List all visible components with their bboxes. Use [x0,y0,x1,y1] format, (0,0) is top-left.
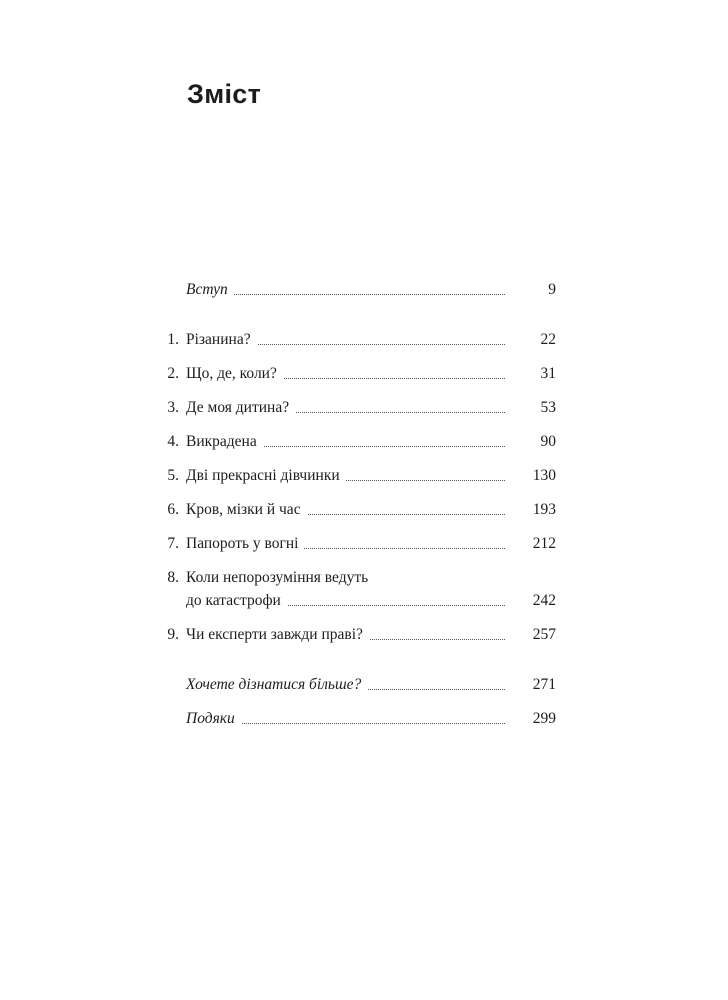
toc-entry-chapter-8-second-line [0,590,728,612]
toc-entry-chapter-6 [0,499,728,521]
toc-entry-label-continued: до катастрофи [186,590,287,612]
toc-entry-acknowledgements [0,708,728,730]
toc-entry-page: 193 [532,501,556,518]
toc-entry-chapter-7 [0,533,728,555]
toc-entry-number: 7. [167,535,179,552]
toc-entry-number: 2. [167,365,179,382]
toc-entry-page: 271 [532,676,556,693]
toc-entry-chapter-3 [0,397,728,419]
toc-entry-intro [0,279,728,301]
toc-entry-number: 4. [167,433,179,450]
toc-entry-page: 130 [532,467,556,484]
toc-entry-page: 299 [532,710,556,727]
page-title: Зміст [187,79,262,109]
toc-entry-label: Що, де, коли? [186,363,283,385]
toc-entry-page: 257 [532,626,556,643]
toc-entry-number: 9. [167,626,179,643]
toc-entry-chapter-1 [0,329,728,351]
toc-entry-label: Кров, мізки й час [186,499,307,521]
toc-entry-page: 90 [540,433,556,450]
toc-entry-label: Викрадена [186,431,263,453]
dot-leader [186,294,505,295]
toc-entry-number: 3. [167,399,179,416]
toc-entry-number: 5. [167,467,179,484]
toc-entry-label: Чи експерти завжди праві? [186,624,369,646]
toc-entry-chapter-4 [0,431,728,453]
toc-entry-page: 212 [532,535,556,552]
toc-entry-label: Подяки [186,708,241,730]
toc-entry-page: 22 [540,331,556,348]
toc-entry-label: Коли непорозуміння ведуть [186,567,374,589]
toc-entry-label: Де моя дитина? [186,397,295,419]
toc-entry-label: Дві прекрасні дівчинки [186,465,346,487]
toc-entry-page: 242 [532,592,556,609]
toc-entry-number: 8. [167,569,179,586]
toc-entry-chapter-2 [0,363,728,385]
toc-entry-chapter-9 [0,624,728,646]
toc-entry-number: 1. [167,331,179,348]
toc-entry-further-reading [0,674,728,696]
toc-entry-label: Вступ [186,279,234,301]
toc-entry-page: 31 [540,365,556,382]
toc-entry-label: Папороть у вогні [186,533,304,555]
toc-entry-chapter-8-first-line [0,567,728,589]
toc-entry-page: 53 [540,399,556,416]
toc-entry-page: 9 [548,281,556,298]
toc-entry-chapter-5 [0,465,728,487]
toc-entry-label: Хочете дізнатися більше? [186,674,367,696]
toc-entry-number: 6. [167,501,179,518]
toc-entry-label: Різанина? [186,329,257,351]
